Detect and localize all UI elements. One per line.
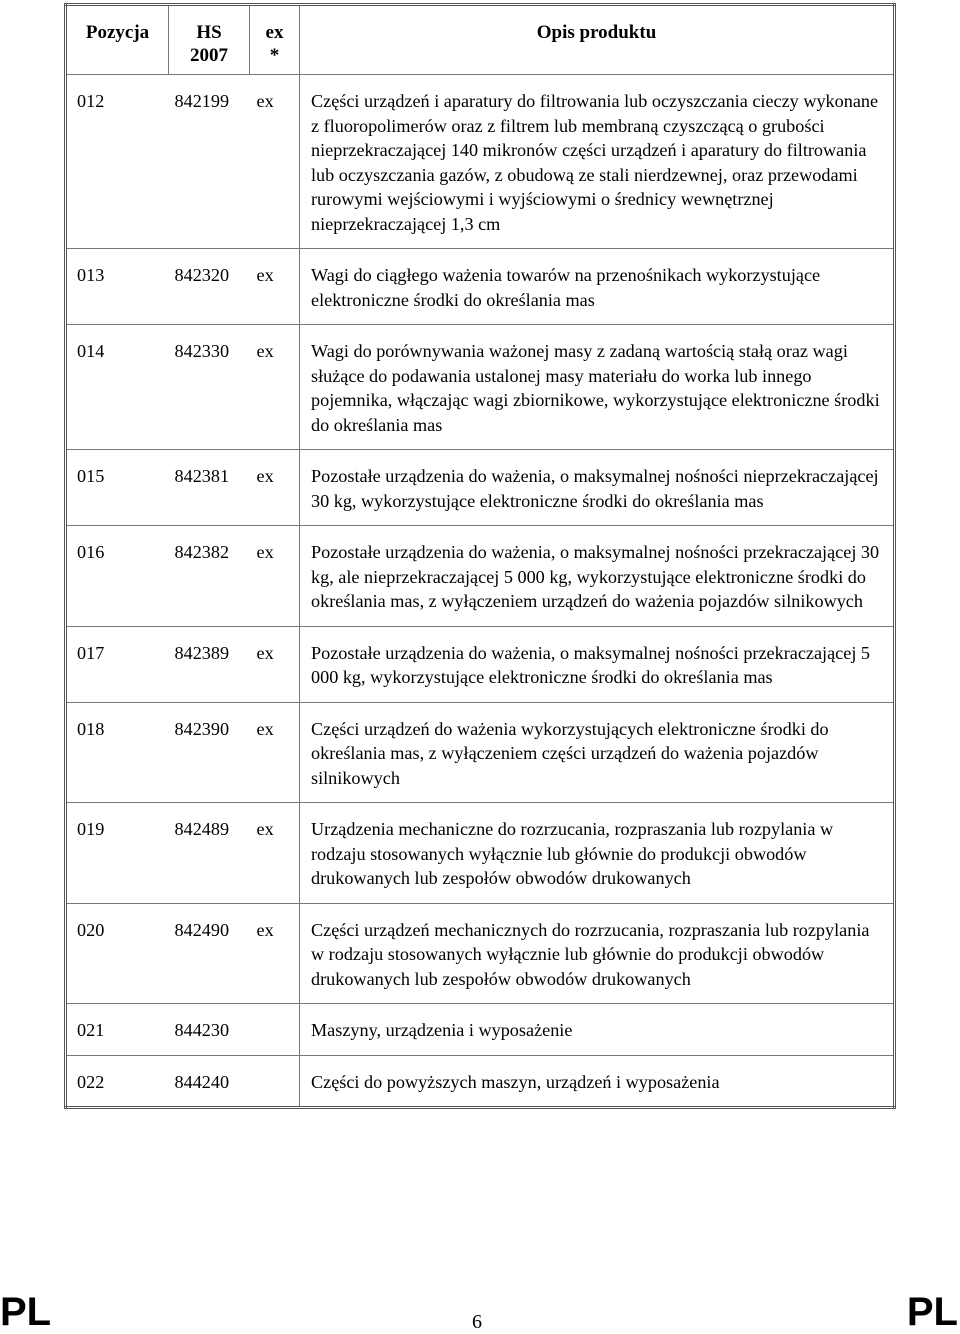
description-cell: Wagi do porównywania ważonej masy z zadaną wartością stałą oraz wagi służące do podawania ustalonej masy materiału do worka lub innego pojemnika, włączając wagi zbiornikowe, wykorzystujące elektroniczne środki do określania mas (300, 325, 895, 450)
description-cell: Części urządzeń mechanicznych do rozrzucania, rozpraszania lub rozpylania w rodzaju stosowanych wyłącznie lub głównie do produkcji obwodów drukowanych lub zespołów obwodów drukowanych (300, 903, 895, 1004)
pozycja-cell: 022 (66, 1055, 169, 1108)
description-cell: Wagi do ciągłego ważenia towarów na przenośnikach wykorzystujące elektroniczne środki do określania mas (300, 249, 895, 325)
description-cell: Części urządzeń i aparatury do filtrowania lub oczyszczania cieczy wykonane z fluoropolimerów oraz z filtrem lub membraną czyszczącą o grubości nieprzekraczającej 140 mikronów części urządzeń i aparatury do filtrowania lub oczyszczania gazów, z obudową ze stali nierdzewnej, oraz przewodami rurowymi wejściowymi i wyjściowymi o średnicy wewnętrznej nieprzekraczającej 1,3 cm (300, 75, 895, 249)
table-row (66, 803, 895, 904)
hs-code-cell: 842382 (169, 526, 250, 627)
hs-code-cell: 844230 (169, 1004, 250, 1056)
pozycja-cell: 019 (66, 803, 169, 904)
ex-cell (250, 1004, 300, 1056)
ex-cell: ex (250, 75, 300, 249)
ex-cell: ex (250, 702, 300, 803)
header-pozycja (66, 5, 169, 75)
header-opis (300, 5, 895, 75)
hs-code-cell: 844240 (169, 1055, 250, 1108)
table-row (66, 526, 895, 627)
header-row (66, 5, 895, 75)
pozycja-cell: 021 (66, 1004, 169, 1056)
header-hs-label: HS (196, 22, 222, 43)
pozycja-cell: 020 (66, 903, 169, 1004)
header-hs-year: 2007 (190, 45, 228, 66)
page-number: 6 (472, 1311, 482, 1333)
description-cell: Części do powyższych maszyn, urządzeń i wyposażenia (300, 1055, 895, 1108)
footer-country-mark-left: PL (0, 1290, 52, 1334)
product-table (64, 3, 896, 1109)
pozycja-cell: 016 (66, 526, 169, 627)
ex-cell (250, 1055, 300, 1108)
table-row (66, 325, 895, 450)
table-row (66, 1055, 895, 1108)
table-header (66, 5, 895, 75)
table-row (66, 450, 895, 526)
ex-cell: ex (250, 526, 300, 627)
ex-cell: ex (250, 325, 300, 450)
table-body (66, 75, 895, 1108)
pozycja-cell: 012 (66, 75, 169, 249)
pozycja-cell: 014 (66, 325, 169, 450)
ex-cell: ex (250, 249, 300, 325)
header-ex-label: ex (265, 22, 284, 43)
hs-code-cell: 842389 (169, 626, 250, 702)
pozycja-cell: 018 (66, 702, 169, 803)
ex-cell: ex (250, 803, 300, 904)
footer-country-mark-right: PL (906, 1290, 958, 1334)
ex-cell: ex (250, 903, 300, 1004)
pozycja-cell: 015 (66, 450, 169, 526)
table-row (66, 903, 895, 1004)
header-ex-asterisk: * (269, 45, 280, 66)
header-opis-label: Opis produktu (536, 22, 657, 43)
description-cell: Części urządzeń do ważenia wykorzystujących elektroniczne środki do określania mas, z wyłączeniem części urządzeń do ważenia pojazdów silnikowych (300, 702, 895, 803)
hs-code-cell: 842490 (169, 903, 250, 1004)
table-row (66, 1004, 895, 1056)
header-ex (250, 5, 300, 75)
hs-code-cell: 842330 (169, 325, 250, 450)
hs-code-cell: 842320 (169, 249, 250, 325)
ex-cell: ex (250, 626, 300, 702)
hs-code-cell: 842199 (169, 75, 250, 249)
hs-code-cell: 842390 (169, 702, 250, 803)
description-cell: Pozostałe urządzenia do ważenia, o maksymalnej nośności przekraczającej 5 000 kg, wykorzystujące elektroniczne środki do określania mas (300, 626, 895, 702)
description-cell: Pozostałe urządzenia do ważenia, o maksymalnej nośności przekraczającej 30 kg, ale nieprzekraczającej 5 000 kg, wykorzystujące elektroniczne środki do określania mas, z wyłączeniem urządzeń do ważenia pojazdów silnikowych (300, 526, 895, 627)
hs-code-cell: 842489 (169, 803, 250, 904)
header-pozycja-label: Pozycja (85, 22, 150, 43)
table-row (66, 75, 895, 249)
ex-cell: ex (250, 450, 300, 526)
description-cell: Pozostałe urządzenia do ważenia, o maksymalnej nośności nieprzekraczającej 30 kg, wykorzystujące elektroniczne środki do określania mas (300, 450, 895, 526)
pozycja-cell: 013 (66, 249, 169, 325)
description-cell: Urządzenia mechaniczne do rozrzucania, rozpraszania lub rozpylania w rodzaju stosowanych wyłącznie lub głównie do produkcji obwodów drukowanych lub zespołów obwodów drukowanych (300, 803, 895, 904)
description-cell: Maszyny, urządzenia i wyposażenie (300, 1004, 895, 1056)
table-row (66, 249, 895, 325)
table-row (66, 702, 895, 803)
hs-code-cell: 842381 (169, 450, 250, 526)
table-row (66, 626, 895, 702)
pozycja-cell: 017 (66, 626, 169, 702)
header-hs (169, 5, 250, 75)
